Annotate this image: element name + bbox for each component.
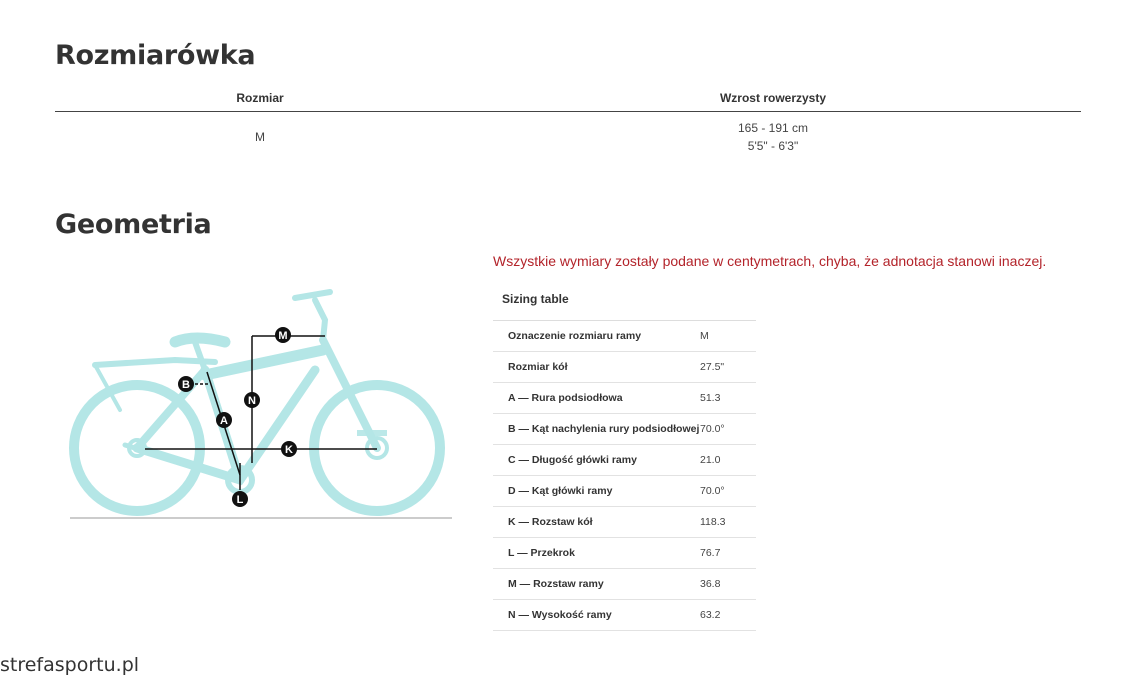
svg-text:B: B <box>182 379 190 391</box>
row-value: 76.7 <box>700 547 721 559</box>
row-value: 27.5" <box>700 361 725 373</box>
geometry-table <box>493 320 756 631</box>
saddle <box>175 338 225 342</box>
handlebar <box>295 292 330 298</box>
size-value: M <box>255 130 265 144</box>
table-row <box>493 352 756 383</box>
row-label: N — Wysokość ramy <box>508 609 612 621</box>
row-value: 70.0° <box>700 485 725 497</box>
row-value: 51.3 <box>700 392 721 404</box>
marker-n <box>244 392 260 408</box>
height-ft: 5'5" - 6'3" <box>747 139 799 153</box>
table-row <box>493 507 756 538</box>
svg-text:K: K <box>285 444 293 456</box>
table-row <box>493 569 756 600</box>
table-row <box>55 112 1081 162</box>
table-row <box>493 321 756 352</box>
table-row <box>493 414 756 445</box>
height-cm: 165 - 191 cm <box>737 121 809 135</box>
height-value <box>465 119 1081 155</box>
table-row <box>493 445 756 476</box>
row-label: A — Rura podsiodłowa <box>508 392 623 404</box>
row-label: M — Rozstaw ramy <box>508 578 604 590</box>
watermark: strefasportu.pl <box>0 654 140 676</box>
marker-b <box>178 376 194 392</box>
size-table <box>55 84 1081 162</box>
row-value: M <box>700 330 709 342</box>
row-value: 36.8 <box>700 578 721 590</box>
height-column-header: Wzrost rowerzysty <box>719 90 827 105</box>
table-row <box>493 383 756 414</box>
row-value: 21.0 <box>700 454 721 466</box>
table-row <box>493 538 756 569</box>
svg-text:A: A <box>220 415 228 427</box>
svg-text:M: M <box>278 330 288 342</box>
row-label: C — Długość główki ramy <box>508 454 637 466</box>
table-row <box>493 476 756 507</box>
marker-l <box>232 491 248 507</box>
marker-k <box>281 441 297 457</box>
row-label: Oznaczenie rozmiaru ramy <box>508 330 642 342</box>
row-label: L — Przekrok <box>508 547 575 559</box>
marker-m <box>275 327 291 343</box>
size-table-header <box>55 84 1081 112</box>
svg-text:L: L <box>236 494 244 506</box>
row-label: K — Rozstaw kół <box>508 516 593 528</box>
row-value: 63.2 <box>700 609 721 621</box>
units-notice: Wszystkie wymiary zostały podane w centymetrach, chyba, że adnotacja stanowi inaczej. <box>493 253 1047 269</box>
bike-geometry-diagram <box>65 280 460 525</box>
marker-a <box>216 412 232 428</box>
svg-text:N: N <box>248 395 256 407</box>
table-row <box>493 600 756 631</box>
row-label: D — Kąt główki ramy <box>508 485 613 497</box>
row-value: 70.0° <box>700 423 725 435</box>
sizing-table-title: Sizing table <box>502 292 569 306</box>
geometry-title: Geometria <box>55 209 212 240</box>
row-label: Rozmiar kół <box>508 361 568 373</box>
row-value: 118.3 <box>700 516 726 528</box>
row-label: B — Kąt nachylenia rury podsiodłowej <box>508 423 700 435</box>
size-chart-title: Rozmiarówka <box>55 40 256 71</box>
size-column-header: Rozmiar <box>236 90 284 105</box>
